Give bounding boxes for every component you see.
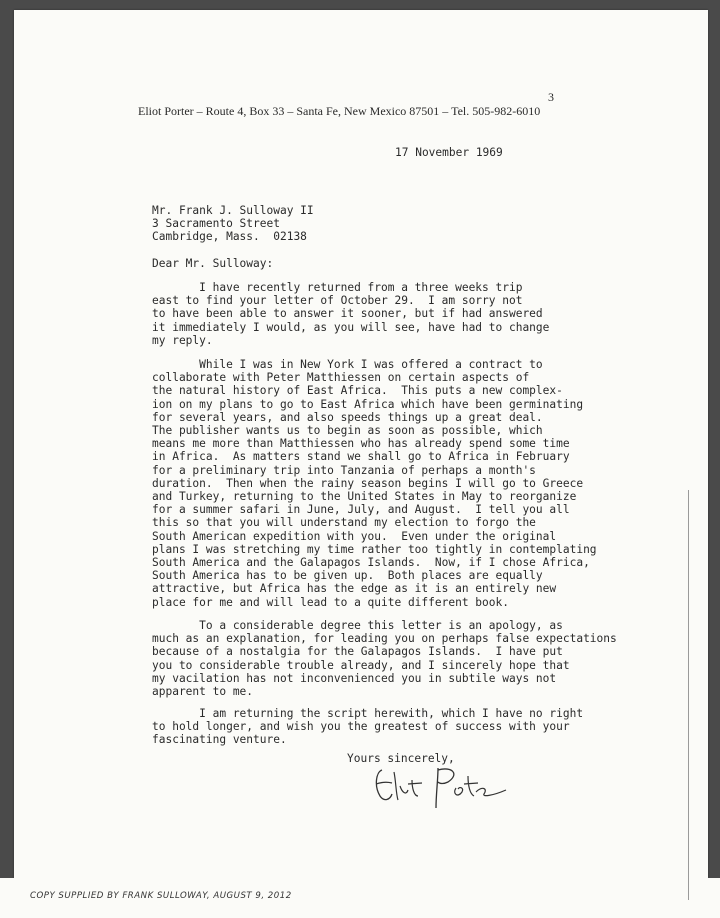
paragraph-2: While I was in New York I was offered a contract to collaborate with Peter Matthiessen on certain aspects of the natural history of East Africa. This puts a new complex- ion on my plans to go to East Africa which have been germinating for several years, and also speeds things up a great deal. The publisher wants us to begin as soon as possible, which means me more than Matthiessen who has already spend some time in Africa. As matters stand we shall go to Africa in February for a preliminary trip into Tanzania of perhaps a month's duration. Then when the rainy season begins I will go to Greece and Turkey, returning to the United States in May to reorganize for a summer safari in June, July, and August. I tell you all this so that you will understand my election to forgo the South American expedition with you. Even under the original plans I was stretching my time rather too tightly in contemplating South America and the Galapagos Islands. Now, if I chose Africa, South America has to be given up. Both places are equally attractive, but Africa has the edge as it is an entirely new place for me and will lead to a quite different book.	[152, 358, 597, 609]
letter-date: 17 November 1969	[395, 146, 503, 159]
closing: Yours sincerely,	[347, 752, 455, 765]
recipient-address	[152, 204, 314, 244]
page-number: 3	[548, 90, 554, 104]
recipient-street: 3 Sacramento Street	[152, 217, 280, 231]
paragraph-4: I am returning the script herewith, which I have no right to hold longer, and wish you the greatest of success with your fascinating venture.	[152, 707, 584, 747]
recipient-city: Cambridge, Mass. 02138	[152, 230, 307, 244]
handwritten-signature	[372, 762, 512, 812]
archive-footer-note: COPY SUPPLIED BY FRANK SULLOWAY, AUGUST 9, 2012	[30, 891, 292, 901]
paragraph-1: I have recently returned from a three weeks trip east to find your letter of October 29. I am sorry not to have been able to answer it sooner, but if had answered it immediately I would, as you will see, have had to change my reply.	[152, 281, 550, 347]
salutation: Dear Mr. Sulloway:	[152, 257, 274, 270]
recipient-name: Mr. Frank J. Sulloway II	[152, 204, 314, 217]
paragraph-3: To a considerable degree this letter is an apology, as much as an explanation, for leading you on perhaps false expectations because of a nostalgia for the Galapagos Islands. I have put you to considerable trouble already, and I sincerely hope that my vacilation has not inconvenienced you in subtile ways not apparent to me.	[152, 619, 617, 699]
letterhead: Eliot Porter – Route 4, Box 33 – Santa Fe, New Mexico 87501 – Tel. 505-982-6010	[138, 104, 541, 118]
page-edge-line	[688, 490, 689, 900]
